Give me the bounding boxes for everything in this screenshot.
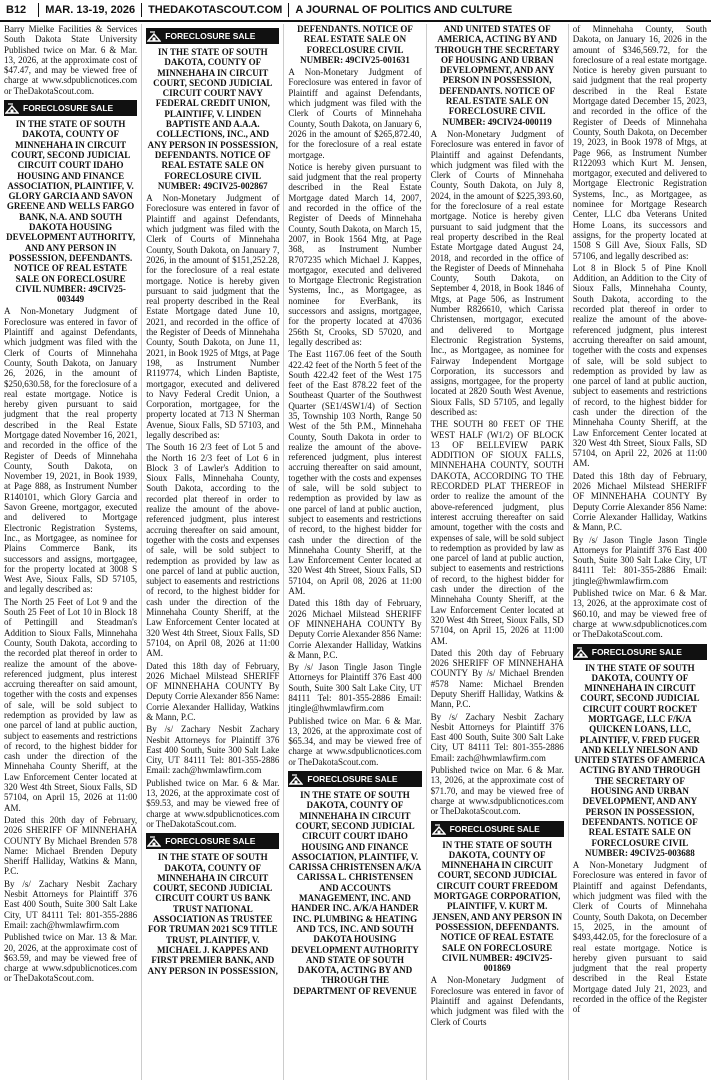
notice-paragraph: A Non-Monetary Judgment of Foreclosure was entered in favor of Plaintiff and against Defendants, which judgment was filed with the Clerk of Courts of Minnehaha County, South Dakota, on December 15, 2025, in the amount of $493,442.05, for the foreclosure of a real estate mortgage. Notice is hereby given pursuant to said judgment that the real property described in the Real Estate Mortgage dated July 21, 2023, and recorded in the office of the Register of <box>572 860 707 1015</box>
banner-label: FORECLOSURE SALE <box>449 823 540 834</box>
notice-paragraph: By /s/ Jason Tingle Jason Tingle Attorneys for Plaintiff 376 East 400 South, Suite 300 Salt Lake City, UT 84111 Tel: 801-355-2886 Email: jtingle@hwmlawfirm.com <box>572 534 707 586</box>
tagline: A JOURNAL OF POLITICS AND CULTURE <box>295 4 513 16</box>
foreclosure-sale-banner <box>4 100 137 116</box>
notice-paragraph: The South 16 2/3 feet of Lot 5 and the North 16 2/3 feet of Lot 6 in Block 3 of Lawler's Addition to Sioux Falls, Minnehaha County, South Dakota, according to the recorded plat thereof in order to realize the amount of the above-referenced judgment, plus interest accruing thereafter on said amount, together with the costs and expenses of sale, will be sold subject to redemption as provided by law as one parcel of land at public auction, subject to easements and restrictions of record, to the highest bidder for cash under the direction of the Minnehaha County Sheriff, at the Law Enforcement Center located at 320 West 4th Street, Sioux Falls, SD 57104, on April 08, 2026 at 11:00 AM. <box>146 442 280 659</box>
house-gavel-icon <box>288 771 304 787</box>
notice-paragraph: A Non-Monetary Judgment of Foreclosure was entered in favor of Plaintiff and against Defendants, which judgment was filed with the Clerk of Courts of Minnehaha County, South Dakota, on January 7, 2026, in the amount of $151,252.28, for the foreclosure of a real estate mortgage. Notice is hereby given pursuant to said judgment that the real property described in the Real Estate Mortgage dated June 10, 2021, and recorded in the office of the Register of Deeds of Minnehaha County, South Dakota, on June 11, 2021, in Book 1925 of Mtgs, at Page 198, as Instrument Number R119774, which Linden Baptiste, mortgagor, executed and delivered to Navy Federal Credit Union, a Corporation, mortgagee, for the property located at 713 N Sherman Avenue, Sioux Falls, SD 57103, and legally described as: <box>146 193 280 440</box>
notice-paragraph: Published twice on Mar. 6 & Mar. 13, 2026, at the approximate cost of $59.53, and may be viewed free of charge at www.sdpublicnotices.com or TheDakotaScout.com. <box>146 777 280 829</box>
banner-label: FORECLOSURE SALE <box>165 31 256 41</box>
house-gavel-icon <box>573 644 589 660</box>
notice-paragraph: Published twice on Mar. 6 & Mar. 13, 2026, at the approximate cost of $65.34, and may be viewed free of charge at www.sdpublicnotices.com or TheDakotaScout.com. <box>288 715 422 767</box>
foreclosure-sale-banner <box>431 821 564 837</box>
issue-date: MAR. 13-19, 2026 <box>45 4 136 16</box>
banner-label: FORECLOSURE SALE <box>591 646 682 657</box>
header-divider <box>288 3 289 17</box>
page-header <box>0 0 711 22</box>
notice-paragraph: By /s/ Jason Tingle Jason Tingle Attorneys for Plaintiff 376 East 400 South, Suite 300 Salt Lake City, UT 84111 Tel: 801-355-2886 Email: jtingle@hwmlawfirm.com <box>288 662 422 714</box>
banner-label: FORECLOSURE SALE <box>307 774 398 785</box>
site-name: THEDAKOTASCOUT.COM <box>148 4 283 16</box>
notice-column <box>142 24 284 1080</box>
notice-paragraph: Dated this 18th day of February, 2026 Michael Milstead SHERIFF OF MINNEHAHA COUNTY By Deputy Corrie Alexander 856 Name: Corrie Alexander Halliday, Watkins & Mann, P.C. <box>572 470 707 533</box>
notice-column <box>427 24 569 1080</box>
notice-paragraph: By /s/ Zachary Nesbit Zachary Nesbit Attorneys for Plaintiff 376 East 400 South, Suite 300 Salt Lake City, UT 84111 Tel: 801-355-2886 Email: zach@hwmlawfirm.com <box>146 724 280 776</box>
house-gavel-icon <box>146 833 162 849</box>
banner-label: FORECLOSURE SALE <box>165 836 256 847</box>
case-caption: IN THE STATE OF SOUTH DAKOTA, COUNTY OF MINNEHAHA IN CIRCUIT COURT, SECOND JUDICIAL CIRCUIT COURT NAVY FEDERAL CREDIT UNION, PLAINTIFF, V. LINDEN BAPTISTE AND A.A.A. COLLECTIONS, INC., AND ANY PERSON IN POSSESSION, DEFENDANTS. NOTICE OF REAL ESTATE SALE ON FORECLOSURE CIVIL NUMBER: 49CIV25-002867 <box>147 47 278 191</box>
notice-paragraph: Published twice on Mar. 13 & Mar. 20, 2026, at the approximate cost of $63.59, and may be viewed free of charge at www.sdpublicnotices.com or TheDakotaScout.com. <box>4 932 138 984</box>
notice-paragraph: Notice is hereby given pursuant to said judgment that the real property described in the Real Estate Mortgage dated March 14, 2007, and recorded in the office of the Register of Deeds of Minnehaha County, South Dakota, on March 15, 2007, in Book 1564 Mtg, at Page 368, as Instrument Number R707235 which Michael J. Kappes, mortgagor, executed and delivered to Mortgage Electronic Registration Systems, Inc., as Mortgagee, as nominee for EverBank, its successors and assigns, mortgagee, for the property located at 47036 256th St, Crooks, SD 57020, and legally described as: <box>288 161 422 347</box>
notice-column <box>0 24 142 1080</box>
notice-paragraph: A Non-Monetary Judgment of Foreclosure was entered in favor of Plaintiff and against Defendants, which judgment was filed with the Clerk of Courts <box>430 975 564 1027</box>
house-gavel-icon <box>431 821 447 837</box>
header-divider <box>38 3 39 17</box>
case-caption: DEFENDANTS. NOTICE OF REAL ESTATE SALE ON FORECLOSURE CIVIL NUMBER: 49CIV25-001631 <box>297 24 413 65</box>
case-caption: IN THE STATE OF SOUTH DAKOTA, COUNTY OF MINNEHAHA IN CIRCUIT COURT, SECOND JUDICIAL CIRCUIT COURT IDAHO HOUSING AND FINANCE ASSOCIATION, PLAINTIFF, V. GLORY GARCIA AND SAVON GREENE AND WELLS FARGO BANK, N.A. AND SOUTH DAKOTA HOUSING DEVELOPMENT AUTHORITY, AND ANY PERSON IN POSSESSION, DEFENDANTS. NOTICE OF REAL ESTATE SALE ON FORECLOSURE CIVIL NUMBER: 49CIV25-003449 <box>6 119 136 305</box>
notice-paragraph: Dated this 18th day of February, 2026 Michael Milstead SHERIFF OF MINNEHAHA COUNTY By Deputy Corrie Alexander 856 Name: Corrie Alexander Halliday, Watkins & Mann, P.C. <box>288 598 422 660</box>
notice-column <box>284 24 426 1080</box>
notice-paragraph: Barry Mielke Facilities & Services South Dakota State University Published twice on Mar. 6 & Mar. 13, 2026, at the approximate cost of $47.47, and may be viewed free of charge at www.sdpublicnotices.com or TheDakotaScout.com. <box>4 24 138 96</box>
notice-paragraph: of Minnehaha County, South Dakota, on January 16, 2026 in the amount of $346,569.72, for the foreclosure of a real estate mortgage. Notice is hereby given pursuant to said judgment that the real property described in the Real Estate Mortgage dated December 15, 2023, and recorded in the office of the Register of Deeds of Minnehaha County, South Dakota, on December 19, 2023, in Book 1978 of Mtgs, at Page 966, as Instrument Number R122093 which Kurt M. Jensen, mortgagor, executed and delivered to Mortgage Electronic Registration Systems, Inc., as Mortgagee, as nominee for Mortgage Research Center, LLC dba Veterans United Home Loans, its successors and assigns, for the property located at 1508 S Gill Ave, Sioux Falls, SD 57106, and legally described as: <box>572 24 707 261</box>
notice-paragraph: The East 1167.06 feet of the South 422.42 feet of the North 5 feet of the South 422.42 feet of the West 175 feet of the East 878.22 feet of the Southeast Quarter of the Southwest Quarter (SE1/4SW1/4) of Section 35, Township 103 North, Range 50 West of the 5th P.M., Minnehaha County, South Dakota in order to realize the amount of the above-referenced judgment, plus interest accruing thereafter on said amount, together with the costs and expenses of sale, will be sold subject to redemption as provided by law as one parcel of land at public auction, subject to easements and restrictions of record, to the highest bidder for cash under the direction of the Minnehaha County Sheriff, at the Law Enforcement Center located at 320 West 4th Street, Sioux Falls, SD 57104, on April 08, 2026 at 11:00 AM. <box>288 349 422 597</box>
case-caption: IN THE STATE OF SOUTH DAKOTA, COUNTY OF MINNEHAHA IN CIRCUIT COURT, SECOND JUDICIAL CIRCUIT COURT IDAHO HOUSING AND FINANCE ASSOCIATION, PLAINTIFF, V. CARISSA CHRISTENSEN A/K/A CARISSA L. CHRISTENSEN AND ACCOUNTS MANAGEMENT, INC. AND HANDER INC. A/K/A HANDER INC. PLUMBING & HEATING AND TCS, INC. AND SOUTH DAKOTA HOUSING DEVELOPMENT AUTHORITY AND STATE OF SOUTH DAKOTA, ACTING BY AND THROUGH THE DEPARTMENT OF REVENUE <box>288 790 422 996</box>
case-caption: IN THE STATE OF SOUTH DAKOTA, COUNTY OF MINNEHAHA IN CIRCUIT COURT, SECOND JUDICIAL CIRCUIT COURT US BANK TRUST NATIONAL ASSOCIATION AS TRUSTEE FOR TRUMAN 2021 SC9 TITLE TRUST, PLAINTIFF, V. MICHAEL J. KAPPES AND FIRST PREMIER BANK, AND ANY PERSON IN POSSESSION, <box>147 852 278 976</box>
header-divider <box>141 3 142 17</box>
page-number: B12 <box>6 4 27 16</box>
house-gavel-icon <box>146 28 162 44</box>
notice-paragraph: A Non-Monetary Judgment of Foreclosure was entered in favor of Plaintiff and against Defendants, which judgment was filed with the Clerk of Courts of Minnehaha County, South Dakota, on July 8, 2024, in the amount of $225,393.60, for the foreclosure of a real estate mortgage. Notice is hereby given pursuant to said judgment that the real property described in the Real Estate Mortgage dated August 24, 2018, and recorded in the office of the Register of Deeds of Minnehaha County, South Dakota, on September 4, 2018, in Book 1846 of Mtgs, at Page 506, as Instrument Number R826610, which Carissa Christensen, mortgagor, executed and delivered to Mortgage Electronic Registration Systems, Inc., as Mortgagee, as nominee for Fairway Independent Mortgage Corporation, its successors and assigns, mortgagee, for the property located at 2820 South West Avenue, Sioux Falls, SD 57105, and legally described as: <box>430 128 564 417</box>
notice-paragraph: Published twice on Mar. 6 & Mar. 13, 2026, at the approximate cost of $71.70, and may be viewed free of charge at www.sdpublicnotices.com or TheDakotaScout.com. <box>430 765 564 817</box>
foreclosure-sale-banner <box>288 771 421 787</box>
house-gavel-icon <box>4 100 20 116</box>
foreclosure-sale-banner <box>573 644 707 660</box>
notice-column <box>569 24 711 1080</box>
notice-paragraph: By /s/ Zachary Nesbit Zachary Nesbit Attorneys for Plaintiff 376 East 400 South, Suite 300 Salt Lake City, UT 84111 Tel: 801-355-2886 Email: zach@hwmlawfirm.com <box>430 711 564 763</box>
notice-paragraph: Published twice on Mar. 6 & Mar. 13, 2026, at the approximate cost of $60.10, and may be viewed free of charge at www.sdpublicnotices.com or TheDakotaScout.com. <box>572 588 707 640</box>
notice-paragraph: A Non-Monetary Judgment of Foreclosure was entered in favor of Plaintiff and against Defendants, which judgment was filed with the Clerk of Courts of Minnehaha County, South Dakota, on January 26, 2026, in the amount of $250,630.58, for the foreclosure of a real estate mortgage. Notice is hereby given pursuant to said judgment that the real property described in the Real Estate Mortgage dated November 16, 2021, and recorded in the office of the Register of Deeds of Minnehaha County, South Dakota, on November 19, 2021, in Book 1939, at Page 888, as Instrument Number R140101, which Glory Garcia and Savon Greene, mortgagor, executed and delivered to Mortgage Electronic Registration Systems, Inc., as Mortgagee, as nominee for Plains Commerce Bank, its successors and assigns, mortgagee, for the property located at 3008 S West Ave, Sioux Falls, SD 57105, and legally described as: <box>4 306 138 595</box>
notice-paragraph: Dated this 20th day of February, 2026 SHERIFF OF MINNEHAHA COUNTY By Michael Brenden 578 Name: Michael Brenden Deputy Sheriff Halliday, Watkins & Mann, P.C. <box>4 814 138 877</box>
notices-page <box>0 24 711 1080</box>
case-caption: AND UNITED STATES OF AMERICA, ACTING BY AND THROUGH THE SECRETARY OF HOUSING AND URBAN DEVELOPMENT, AND ANY PERSON IN POSSESSION, DEFENDANTS. NOTICE OF REAL ESTATE SALE ON FORECLOSURE CIVIL NUMBER: 49CIV24-000119 <box>434 24 560 127</box>
notice-paragraph: The North 25 Feet of Lot 9 and the South 25 Feet of Lot 10 in Block 18 of Pettingill and Steadman's Addition to Sioux Falls, Minnehaha County, South Dakota, according to the recorded plat thereof in order to realize the amount of the above-referenced judgment, plus interest accruing thereafter on said amount, together with the costs and expenses of sale, will be sold subject to redemption as provided by law as one parcel of land at public auction, subject to easements and restrictions of record, to the highest bidder for cash under the direction of the Minnehaha County Sheriff, at the Law Enforcement Center located at 320 West 4th Street, Sioux Falls, SD 57104, on April 15, 2026 at 11:00 AM. <box>4 596 138 813</box>
foreclosure-sale-banner <box>146 833 279 849</box>
case-caption: IN THE STATE OF SOUTH DAKOTA, COUNTY OF MINNEHAHA IN CIRCUIT COURT, SECOND JUDICIAL CIRCUIT COURT ROCKET MORTGAGE, LLC F/K/A QUICKEN LOANS, LLC, PLAINTIFF, V. FRED FUGER AND KELLY NIELSON AND UNITED STATES OF AMERICA ACTING BY AND THROUGH THE SECRETARY OF HOUSING AND URBAN DEVELOPMENT, AND ANY PERSON IN POSSESSION, DEFENDANTS. NOTICE OF REAL ESTATE SALE ON FORECLOSURE CIVIL NUMBER: 49CIV25-003688 <box>574 662 706 858</box>
banner-label: FORECLOSURE SALE <box>23 103 114 114</box>
notice-paragraph: Dated this 18th day of February, 2026 Michael Milstead SHERIFF OF MINNEHAHA COUNTY By Deputy Corrie Alexander 856 Name: Corrie Alexander Halliday, Watkins & Mann, P.C. <box>146 660 280 722</box>
notice-paragraph: Dated this 20th day of February 2026 SHERIFF OF MINNEHAHA COUNTY By /s/ Michael Brenden #578 Name: Michael Brenden Deputy Sheriff Halliday, Watkins & Mann, P.C. <box>430 647 564 710</box>
case-caption: IN THE STATE OF SOUTH DAKOTA, COUNTY OF MINNEHAHA IN CIRCUIT COURT, SECOND JUDICIAL CIRCUIT COURT FREEDOM MORTGAGE CORPORATION, PLAINTIFF, V. KURT M. JENSEN, AND ANY PERSON IN POSSESSION, DEFENDANTS. NOTICE OF REAL ESTATE SALE ON FORECLOSURE CIVIL NUMBER: 49CIV25-001869 <box>432 839 563 974</box>
notice-paragraph: By /s/ Zachary Nesbit Zachary Nesbit Attorneys for Plaintiff 376 East 400 South, Suite 300 Salt Lake City, UT 84111 Tel: 801-355-2886 Email: zach@hwmlawfirm.com <box>4 878 138 930</box>
foreclosure-sale-banner <box>146 28 279 44</box>
notice-paragraph: A Non-Monetary Judgment of Foreclosure was entered in favor of Plaintiff and against Defendants, which judgment was filed with the Clerk of Courts of Minnehaha County, South Dakota, on January 6, 2026 in the amount of $265,872.40, for the foreclosure of a real estate mortgage. <box>288 67 422 160</box>
notice-paragraph: THE SOUTH 80 FEET OF THE WEST HALF (W1/2) OF BLOCK 13 OF BELLEVIEW PARK ADDITION OF SIOUX FALLS, MINNEHAHA COUNTY, SOUTH DAKOTA, ACCORDING TO THE RECORDED PLAT THEREOF in order to realize the amount of the above-referenced judgment, plus interest accruing thereafter on said amount, together with the costs and expenses of sale, will be sold subject to redemption as provided by law as one parcel of land at public auction, subject to easements and restrictions of record, to the highest bidder for cash under the direction of the Minnehaha County Sheriff, at the Law Enforcement Center located at 320 West 4th Street, Sioux Falls, SD 57104, on April 15, 2026 at 11:00 AM. <box>430 419 564 646</box>
notice-paragraph: Lot 8 in Block 5 of Pine Knoll Addition, an Addition to the City of Sioux Falls, Minnehaha County, South Dakota, according to the recorded plat thereof in order to realize the amount of the above-referenced judgment, plus interest accruing thereafter on said amount, together with the costs and expenses of sale, will be sold subject to redemption as provided by law as one parcel of land at public auction, subject to easements and restrictions of record, to the highest bidder for cash under the direction of the Minnehaha County Sheriff, at the Law Enforcement Center located at 320 West 4th Street, Sioux Falls, SD 57104, on April 22, 2026 at 11:00 AM. <box>572 262 707 469</box>
